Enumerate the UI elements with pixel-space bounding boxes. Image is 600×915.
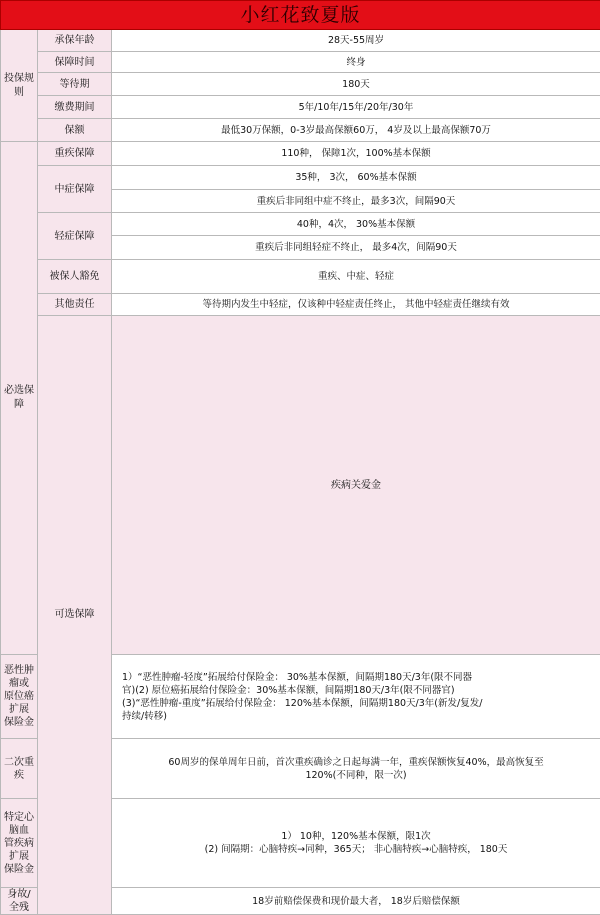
cardio-line-2: (2) 间隔期：心脑特疾→同种，365天； 非心脑特疾→心脑特疾， 180天 [114,843,598,856]
value-moderate-2: 重疾后非同组中症不终止，最多3次，间隔90天 [112,190,600,213]
label-waiver: 被保人豁免 [38,260,112,294]
label-amount: 保额 [38,119,112,142]
value-mild-2: 重疾后非同组轻症不终止， 最多4次，间隔90天 [112,236,600,260]
cardio-label-3: 保险金 [3,863,35,876]
cancer-label-3: 保险金 [3,716,35,729]
label-cardio [1,799,38,888]
label-age: 承保年龄 [38,30,112,52]
section-insure-rules: 投保规则 [1,30,38,142]
label-critical: 重疾保障 [38,142,112,166]
value-waiting: 180天 [112,73,600,96]
section-optional: 可选保障 [38,316,112,915]
second-line-1: 60周岁的保单周年日前，首次重疾确诊之日起每满一年，重疾保额恢复40%，最高恢复至 [114,756,598,769]
plan-title: 小红花致夏版 [1,1,600,30]
label-cancer [1,655,38,739]
cardio-label-1: 特定心脑血 [3,811,35,837]
value-second [112,739,600,799]
label-term: 保障时间 [38,52,112,73]
label-waiting: 等待期 [38,73,112,96]
cancer-line-4: 持续/转移) [122,710,598,723]
cancer-label-1: 恶性肿瘤或 [3,664,35,690]
value-death: 18岁前赔偿保费和现价最大者， 18岁后赔偿保额 [112,888,600,915]
value-mild-1: 40种，4次， 30%基本保额 [112,213,600,236]
value-cancer [112,655,600,739]
cancer-label-2: 原位癌扩展 [3,690,35,716]
cancer-line-3: (3)“恶性肿瘤-重度”拓展给付保险金： 120%基本保额，间隔期180天/3年(新发/复发/ [122,697,598,710]
label-other: 其他责任 [38,294,112,316]
label-payment: 缴费期间 [38,96,112,119]
cardio-label-2: 管疾病扩展 [3,837,35,863]
label-moderate: 中症保障 [38,166,112,213]
second-line-2: 120%(不同种，限一次) [114,769,598,782]
cancer-line-2: 官)(2) 原位癌拓展给付保险金：30%基本保额，间隔期180天/3年(限不同器官) [122,684,598,697]
label-death: 身故/全残 [1,888,38,915]
value-critical: 110种， 保障1次，100%基本保额 [112,142,600,166]
value-amount: 最低30万保额，0-3岁最高保额60万， 4岁及以上最高保额70万 [112,119,600,142]
value-other: 等待期内发生中轻症，仅该种中轻症责任终止， 其他中轻症责任继续有效 [112,294,600,316]
cardio-line-1: 1） 10种，120%基本保额，限1次 [114,830,598,843]
value-cardio [112,799,600,888]
value-moderate-1: 35种， 3次， 60%基本保额 [112,166,600,190]
value-term: 终身 [112,52,600,73]
value-age: 28天-55周岁 [112,30,600,52]
section-required: 必选保障 [1,142,38,655]
label-second: 二次重疾 [1,739,38,799]
cancer-line-1: 1）“恶性肿瘤-轻度”拓展给付保险金： 30%基本保额，间隔期180天/3年(限不同器 [122,671,598,684]
label-care: 疾病关爱金 [112,316,600,655]
label-mild: 轻症保障 [38,213,112,260]
value-waiver: 重疾、中症、轻症 [112,260,600,294]
value-payment: 5年/10年/15年/20年/30年 [112,96,600,119]
